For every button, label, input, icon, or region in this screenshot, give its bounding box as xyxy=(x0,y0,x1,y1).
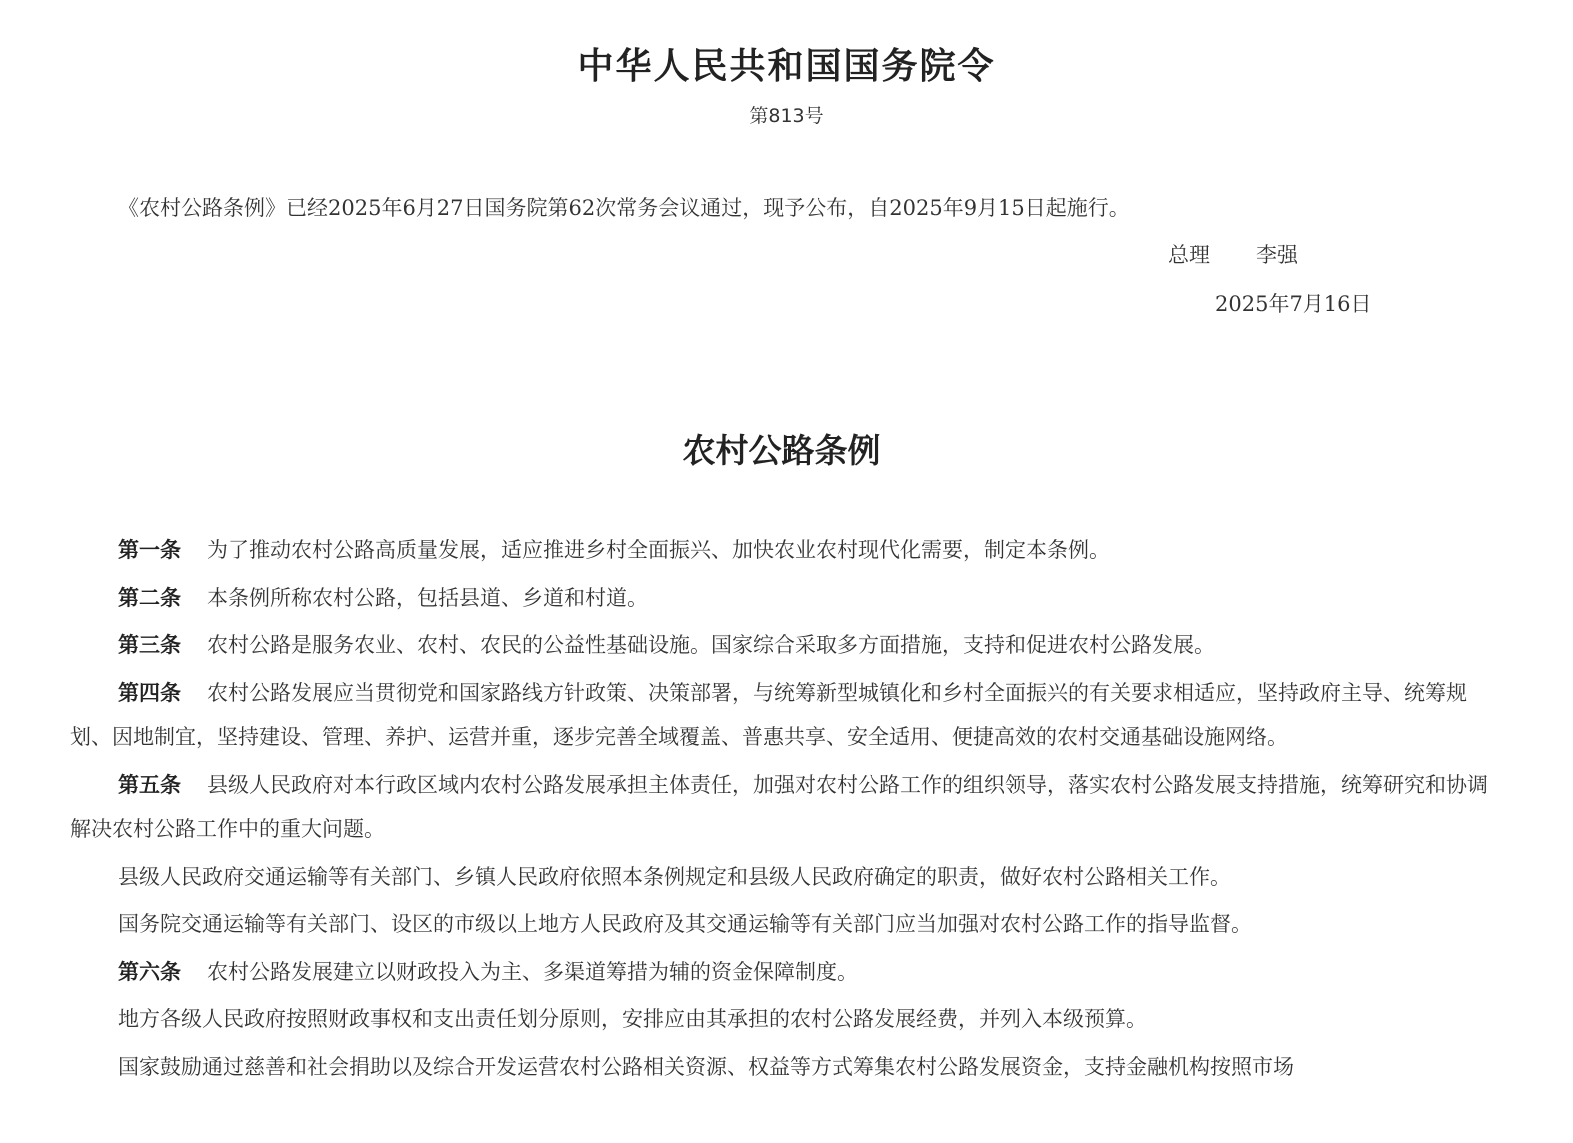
article-number: 第四条 xyxy=(118,680,181,705)
body-paragraph xyxy=(70,1045,1490,1090)
signing-date: 2025年7月16日 xyxy=(1215,292,1372,316)
body-paragraph xyxy=(70,997,1490,1042)
article-number: 第五条 xyxy=(118,772,181,797)
article-text: 县级人民政府对本行政区域内农村公路发展承担主体责任，加强对农村公路工作的组织领导，落实农村公路发展支持措施，统筹研究和协调解决农村公路工作中的重大问题。 xyxy=(70,772,1488,841)
body-paragraph xyxy=(70,902,1490,947)
promulgation-statement: 《农村公路条例》已经2025年6月27日国务院第62次常务会议通过，现予公布，自2025年9月15日起施行。 xyxy=(118,196,1130,220)
signer-row xyxy=(1168,239,1298,269)
article-text: 农村公路是服务农业、农村、农民的公益性基础设施。国家综合采取多方面措施，支持和促进农村公路发展。 xyxy=(207,633,1215,657)
body-paragraph xyxy=(70,855,1490,900)
article-text: 为了推动农村公路高质量发展，适应推进乡村全面振兴、加快农业农村现代化需要，制定本条例。 xyxy=(207,538,1110,562)
paragraph-text: 国家鼓励通过慈善和社会捐助以及综合开发运营农村公路相关资源、权益等方式筹集农村公路发展资金，支持金融机构按照市场 xyxy=(118,1054,1294,1079)
article-paragraph xyxy=(70,763,1490,852)
article-text: 本条例所称农村公路，包括县道、乡道和村道。 xyxy=(207,585,648,610)
article-number: 第一条 xyxy=(118,538,181,562)
article-paragraph xyxy=(70,671,1490,760)
article-paragraph xyxy=(70,950,1490,995)
paragraph-text: 国务院交通运输等有关部门、设区的市级以上地方人民政府及其交通运输等有关部门应当加强对农村公路工作的指导监督。 xyxy=(118,912,1252,936)
signer-title: 总理 xyxy=(1168,243,1210,267)
article-text: 农村公路发展建立以财政投入为主、多渠道筹措为辅的资金保障制度。 xyxy=(207,959,858,984)
paragraph-text: 县级人民政府交通运输等有关部门、乡镇人民政府依照本条例规定和县级人民政府确定的职责，做好农村公路相关工作。 xyxy=(118,864,1231,889)
signer-name: 李强 xyxy=(1256,243,1298,267)
regulation-body xyxy=(70,528,1490,1092)
paragraph-text: 地方各级人民政府按照财政事权和支出责任划分原则，安排应由其承担的农村公路发展经费，并列入本级预算。 xyxy=(118,1007,1147,1031)
article-paragraph xyxy=(70,623,1490,668)
article-paragraph xyxy=(70,576,1490,621)
article-paragraph xyxy=(70,528,1490,573)
article-number: 第六条 xyxy=(118,959,181,984)
order-title: 中华人民共和国国务院令 xyxy=(577,46,996,87)
article-number: 第三条 xyxy=(118,633,181,657)
order-number: 第813号 xyxy=(749,105,824,127)
article-text: 农村公路发展应当贯彻党和国家路线方针政策、决策部署，与统筹新型城镇化和乡村全面振兴的有关要求相适应，坚持政府主导、统筹规划、因地制宜，坚持建设、管理、养护、运营并重，逐步完善全域覆盖、普惠共享、安全适用、便捷高效的农村交通基础设施网络。 xyxy=(70,680,1467,749)
regulation-title: 农村公路条例 xyxy=(682,431,881,470)
article-number: 第二条 xyxy=(118,585,181,610)
